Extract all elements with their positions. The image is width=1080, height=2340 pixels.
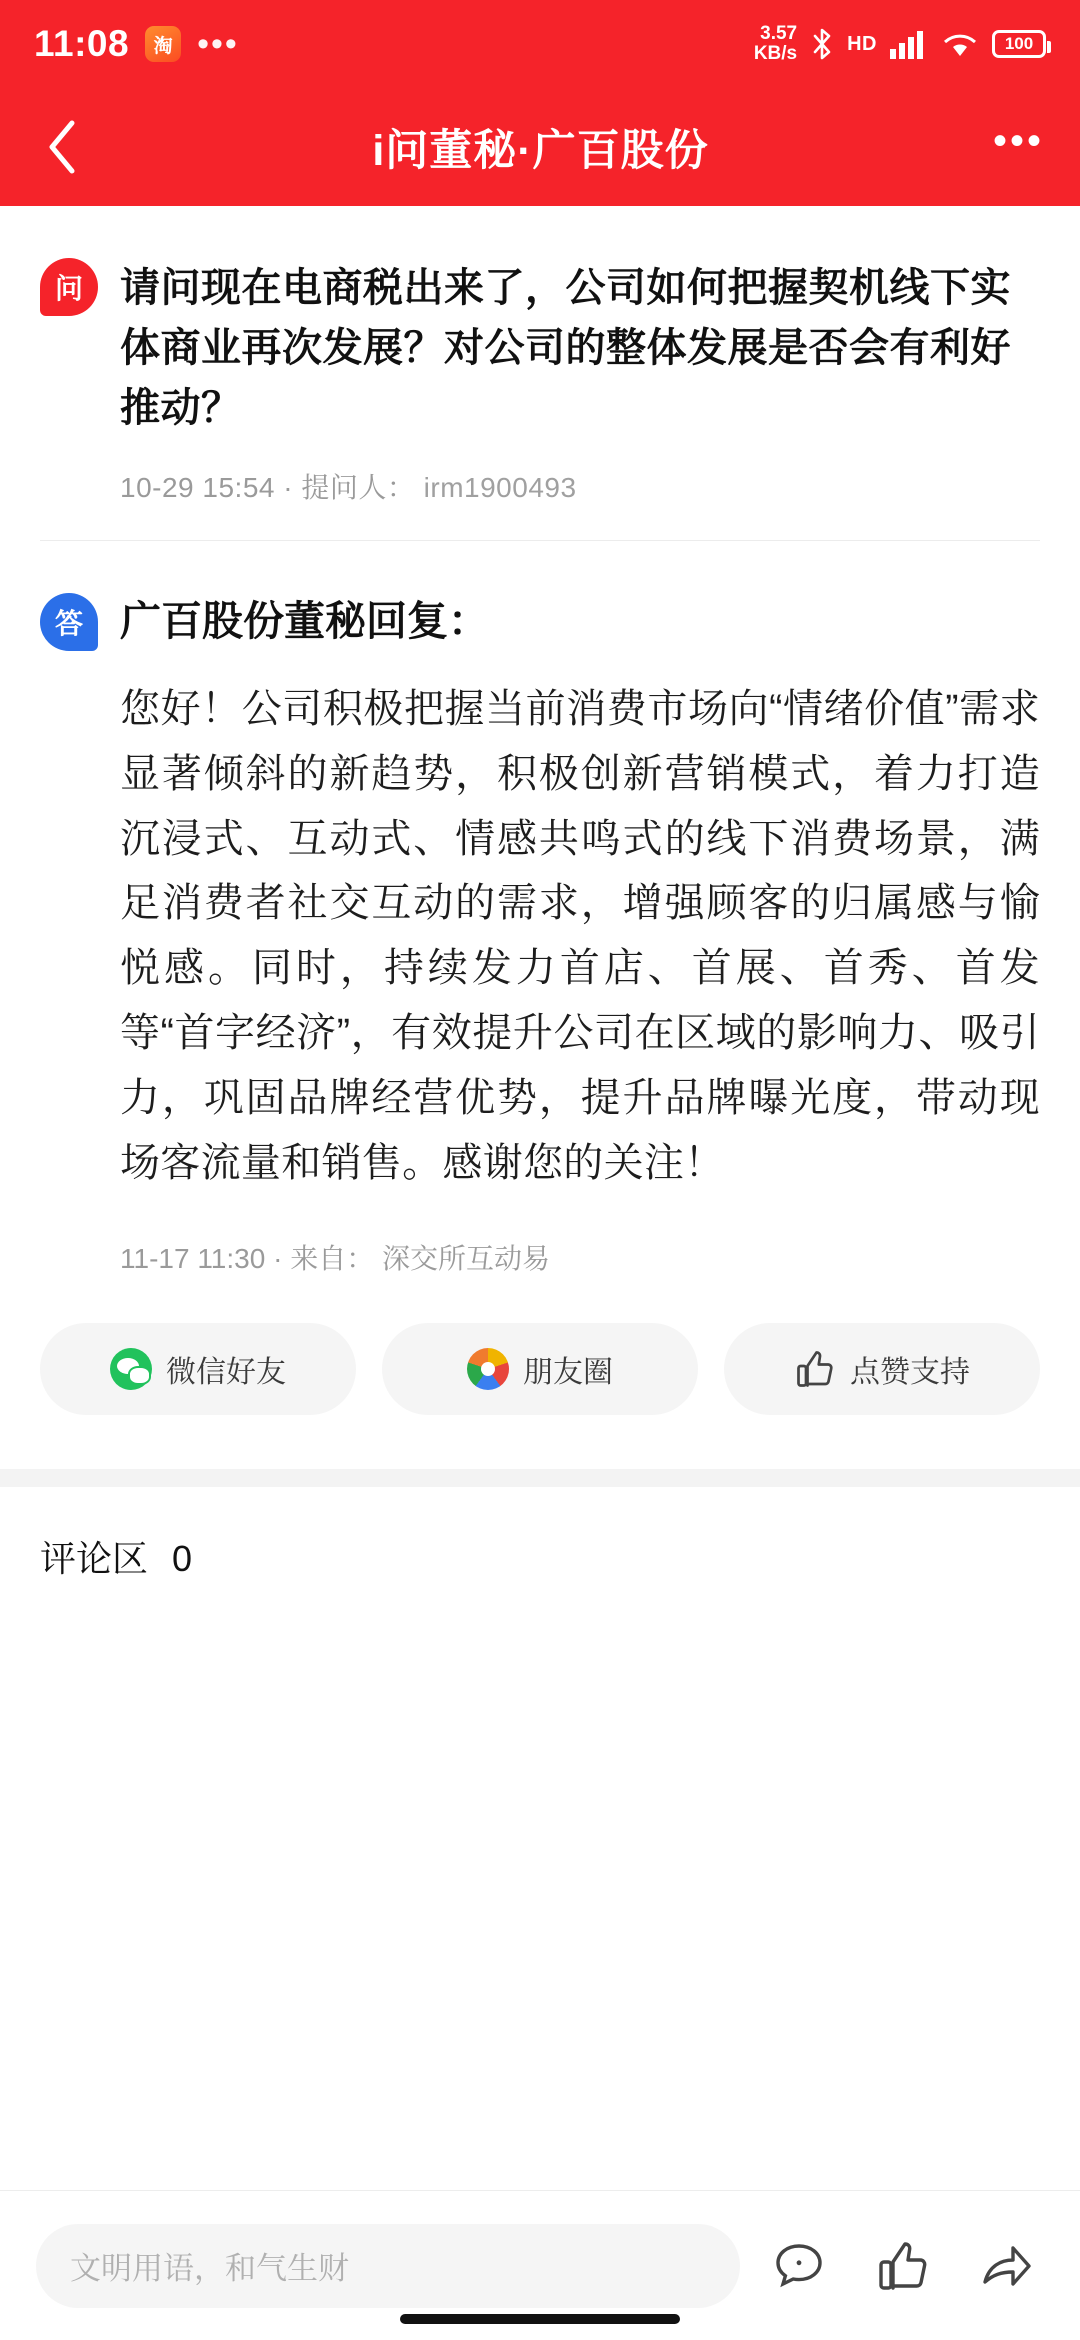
status-bar-left (34, 23, 239, 65)
share-row (0, 1277, 1080, 1469)
more-options-icon[interactable]: ••• (992, 119, 1044, 163)
main-content (0, 206, 1080, 2340)
answer-block (0, 541, 1080, 1277)
answer-source-label: 来自： (290, 1243, 375, 1275)
bottom-icons (770, 2237, 1044, 2295)
share-moments-label: 朋友圈 (523, 1356, 613, 1390)
wifi-icon (941, 29, 979, 59)
comment-input[interactable] (36, 2224, 740, 2308)
back-chevron-icon[interactable] (36, 121, 88, 173)
bluetooth-icon (810, 27, 834, 61)
question-block (0, 206, 1080, 506)
question-row (40, 206, 1040, 438)
network-speed-value: 3.57 (760, 23, 798, 45)
status-bar (0, 0, 1080, 88)
answer-meta-separator: · (273, 1243, 283, 1275)
answer-text: 您好！公司积极把握当前消费市场向“情绪价值”需求显著倾斜的新趋势，积极创新营销模式，着力打造沉浸式、互动式、情感共鸣式的线下消费场景，满足消费者社交互动的需求，增强顾客的归属感与愉悦感。同时，持续发力首店、首展、首秀、首发等“首字经济”，有效提升公司在区域的影响力、吸引力，巩固品牌经营优势，提升品牌曝光度，带动现场客流量和销售。感谢您的关注！ (120, 687, 1040, 1185)
comment-title-label: 评论区 (40, 1538, 149, 1580)
wechat-icon (110, 1348, 152, 1390)
answer-source: 深交所互动易 (382, 1243, 551, 1275)
answer-row (40, 541, 1040, 651)
title-bar (0, 88, 1080, 206)
moments-icon (467, 1348, 509, 1390)
comment-section (0, 1487, 1080, 1582)
page-title: i问董秘·广百股份 (372, 126, 709, 175)
question-text: 请问现在电商税出来了，公司如何把握契机线下实体商业再次发展？对公司的整体发展是否会有利好推动？ (120, 266, 1011, 430)
meta-separator: · (283, 472, 294, 503)
status-bar-right (754, 24, 1046, 64)
asker-label: 提问人： (301, 472, 416, 503)
status-overflow-icon: ••• (197, 25, 239, 63)
share-wechat-friend-button[interactable] (40, 1323, 356, 1415)
status-time: 11:08 (34, 23, 130, 64)
comment-input-placeholder: 文明用语，和气生财 (70, 2251, 349, 2286)
comment-section-header (40, 1531, 1040, 1582)
like-icon[interactable] (874, 2237, 932, 2295)
home-indicator (400, 2314, 680, 2324)
taobao-icon: 淘 (145, 26, 181, 62)
answer-badge: 答 (40, 593, 98, 651)
answer-time: 11-17 11:30 (120, 1243, 266, 1275)
comment-bubble-icon[interactable] (770, 2237, 828, 2295)
question-time: 10-29 15:54 (120, 472, 275, 503)
question-meta (40, 466, 1040, 506)
asker-name: irm1900493 (423, 472, 577, 503)
share-arrow-icon[interactable] (978, 2237, 1036, 2295)
answer-meta (40, 1237, 1040, 1277)
network-speed-unit: KB/s (753, 43, 798, 64)
share-wechat-label: 微信好友 (166, 1356, 286, 1390)
share-moments-button[interactable] (382, 1323, 698, 1415)
comment-count: 0 (172, 1538, 193, 1580)
section-gap (0, 1469, 1080, 1487)
thumbs-up-icon (794, 1348, 836, 1390)
like-support-button[interactable] (724, 1323, 1040, 1415)
network-speed (754, 24, 797, 64)
like-support-label: 点赞支持 (850, 1356, 970, 1390)
hd-icon: HD (847, 32, 877, 55)
signal-icon (890, 29, 928, 59)
battery-level: 100 (1004, 34, 1034, 53)
question-badge: 问 (40, 258, 98, 316)
battery-icon (992, 30, 1046, 58)
answer-title: 广百股份董秘回复： (120, 598, 489, 644)
